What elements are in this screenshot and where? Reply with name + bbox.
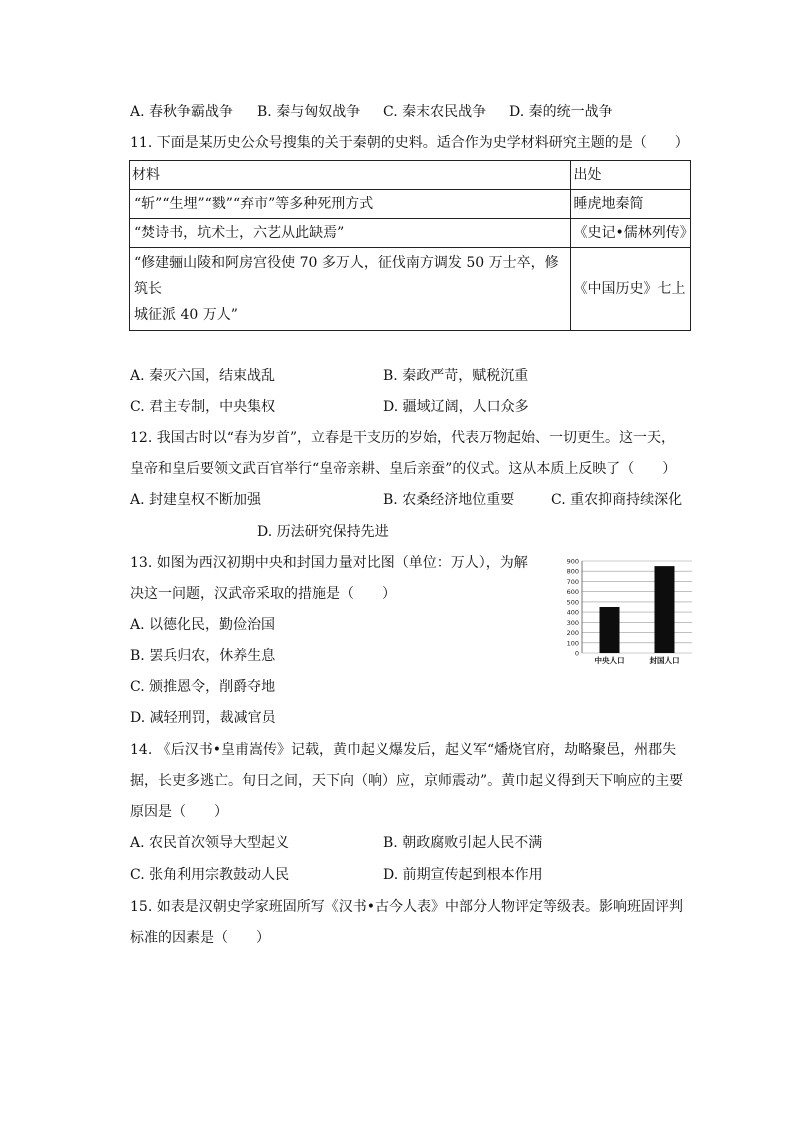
q13-stem-line1: 13. 如图为西汉初期中央和封国力量对比图（单位：万人），为解 <box>130 555 528 571</box>
table-cell-source: 睡虎地秦简 <box>570 190 690 219</box>
q14-stem-line1: 14. 《后汉书•皇甫嵩传》记载，黄巾起义爆发后，起义军“燔烧官府，劫略聚邑，州郡失 <box>130 742 677 758</box>
table-cell-material: “斩”“生埋”“戮”“弃市”等多种死刑方式 <box>130 190 571 219</box>
q14-stem-line2: 据，长吏多逃亡。旬日之间，天下向（响）应，京师震动”。黄巾起义得到天下响应的主要 <box>130 773 684 789</box>
q14-option-b: B. 朝政腐败引起人民不满 <box>383 835 543 851</box>
chart-y-tick-label: 300 <box>566 618 579 627</box>
table-cell-material <box>130 248 571 331</box>
q11-option-a: A. 秦灭六国，结束战乱 <box>130 368 276 384</box>
q14-stem-line3: 原因是（ ） <box>130 804 228 820</box>
q12-option-c: C. 重农抑商持续深化 <box>551 492 683 508</box>
q11-option-d: D. 疆域辽阔，人口众多 <box>383 399 529 415</box>
q12-stem-line1: 12. 我国古时以“春为岁首”，立春是干支历的岁始，代表万物起始、一切更生。这一天， <box>130 430 676 446</box>
q12-stem-line2: 皇帝和皇后要领文武百官举行“皇帝亲耕、皇后亲蚕”的仪式。这从本质上反映了（ ） <box>130 461 677 477</box>
q11-option-c: C. 君主专制，中央集权 <box>130 399 276 415</box>
chart-x-tick-label: 中央人口 <box>594 656 625 665</box>
q14-option-a: A. 农民首次领导大型起义 <box>130 835 290 851</box>
q10-option-d: D. 秦的统一战争 <box>509 104 613 120</box>
chart-y-tick-label: 600 <box>566 588 579 597</box>
chart-bar <box>655 566 675 653</box>
q13-option-c: C. 颁推恩令，削爵夺地 <box>130 679 276 695</box>
table-cell-source: 《中国历史》七上 <box>570 248 690 331</box>
q13-option-b: B. 罢兵归农，休养生息 <box>130 648 276 664</box>
table-cell-material-line1: “修建骊山陵和阿房宫役使 70 多万人，征伐南方调发 50 万士卒，修筑长 <box>134 255 559 297</box>
table-header-source: 出处 <box>570 161 690 190</box>
chart-y-tick-label: 200 <box>566 629 579 638</box>
q11-source-table <box>129 160 694 331</box>
table-header-row <box>130 161 691 190</box>
table-row <box>130 219 691 248</box>
table-row <box>130 190 691 219</box>
table-cell-material-line2: 城征派 40 万人” <box>134 307 238 323</box>
q15-stem-line1: 15. 如表是汉朝史学家班固所写《汉书•古今人表》中部分人物评定等级表。影响班固评判 <box>130 899 683 915</box>
chart-y-tick-label: 900 <box>566 557 579 566</box>
q14-option-c: C. 张角利用宗教鼓动人民 <box>130 867 290 883</box>
q10-option-b: B. 秦与匈奴战争 <box>257 104 361 120</box>
chart-y-tick-label: 500 <box>566 598 579 607</box>
chart-y-tick-label: 100 <box>566 639 579 648</box>
chart-y-tick-label: 700 <box>566 577 579 586</box>
q13-stem-line2: 决这一问题，汉武帝采取的措施是（ ） <box>130 586 396 602</box>
population-bar-chart <box>560 556 696 668</box>
q13-option-a: A. 以德化民，勤俭治国 <box>130 617 276 633</box>
q13-option-d: D. 减轻刑罚，裁减官员 <box>130 710 276 726</box>
chart-y-tick-label: 400 <box>566 608 579 617</box>
q12-option-a: A. 封建皇权不断加强 <box>130 492 262 508</box>
chart-x-tick-label: 封国人口 <box>649 656 680 665</box>
q10-option-a: A. 春秋争霸战争 <box>130 104 234 120</box>
table-header-material: 材料 <box>130 161 571 190</box>
q11-stem: 11. 下面是某历史公众号搜集的关于秦朝的史料。适合作为史学材料研究主题的是（ ） <box>130 135 689 151</box>
chart-y-tick-label: 800 <box>566 567 579 576</box>
q14-option-d: D. 前期宣传起到根本作用 <box>383 867 543 883</box>
chart-bar <box>600 607 620 653</box>
q11-option-b: B. 秦政严苛，赋税沉重 <box>383 368 529 384</box>
q10-option-c: C. 秦末农民战争 <box>383 104 487 120</box>
q12-option-d: D. 历法研究保持先进 <box>257 524 389 540</box>
table-row <box>130 248 691 331</box>
q12-option-b: B. 农桑经济地位重要 <box>383 492 515 508</box>
chart-y-tick-label: 0 <box>574 649 579 658</box>
table-cell-source: 《史记•儒林列传》 <box>570 219 690 248</box>
table-cell-material: “焚诗书，坑术士，六艺从此缺焉” <box>130 219 571 248</box>
q15-stem-line2: 标准的因素是（ ） <box>130 930 270 946</box>
